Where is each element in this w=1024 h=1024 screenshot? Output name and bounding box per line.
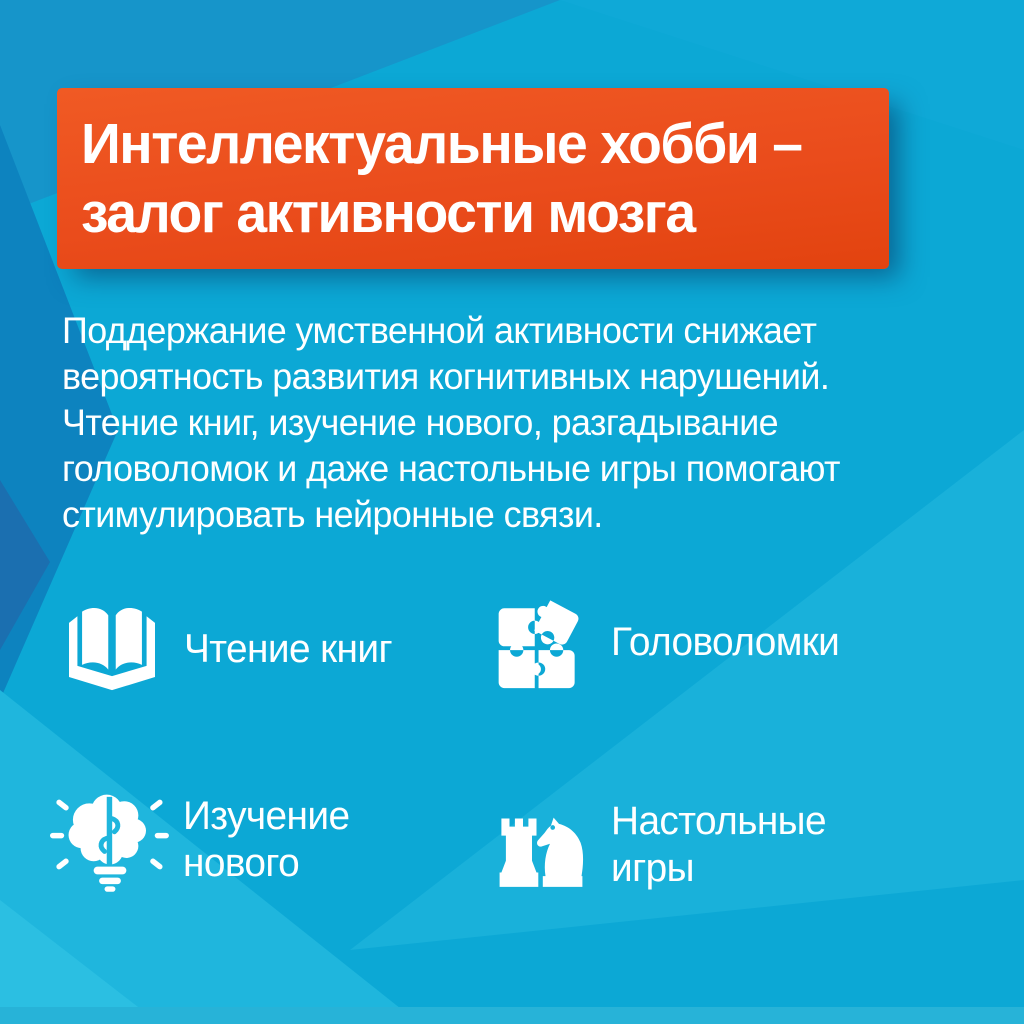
page-title-line-2: залог активности мозга	[81, 180, 695, 245]
brain-lightbulb-icon	[50, 787, 170, 894]
feature-label: Настольные игры	[611, 799, 826, 890]
feature-label: Изучение нового	[183, 794, 350, 885]
intro-text	[62, 308, 912, 538]
puzzle-icon	[492, 595, 587, 690]
feature-label: Головоломки	[611, 619, 840, 664]
feature-label: Чтение книг	[184, 626, 393, 671]
open-book-icon	[64, 606, 160, 692]
intro-line: головоломок и даже настольные игры помогают	[62, 448, 840, 489]
feature-item-learning	[50, 780, 355, 900]
chess-pieces-icon	[496, 796, 586, 895]
title-banner	[57, 88, 889, 269]
feature-item-reading	[64, 604, 399, 694]
intro-line: Поддержание умственной активности снижает	[62, 310, 817, 351]
intro-line: вероятность развития когнитивных нарушений.	[62, 356, 830, 397]
feature-item-board-games	[496, 794, 833, 896]
feature-item-puzzles	[492, 594, 846, 690]
page-title-line-1: Интеллектуальные хобби –	[81, 111, 802, 176]
intro-line: Чтение книг, изучение нового, разгадывание	[62, 402, 779, 443]
intro-line: стимулировать нейронные связи.	[62, 494, 603, 535]
